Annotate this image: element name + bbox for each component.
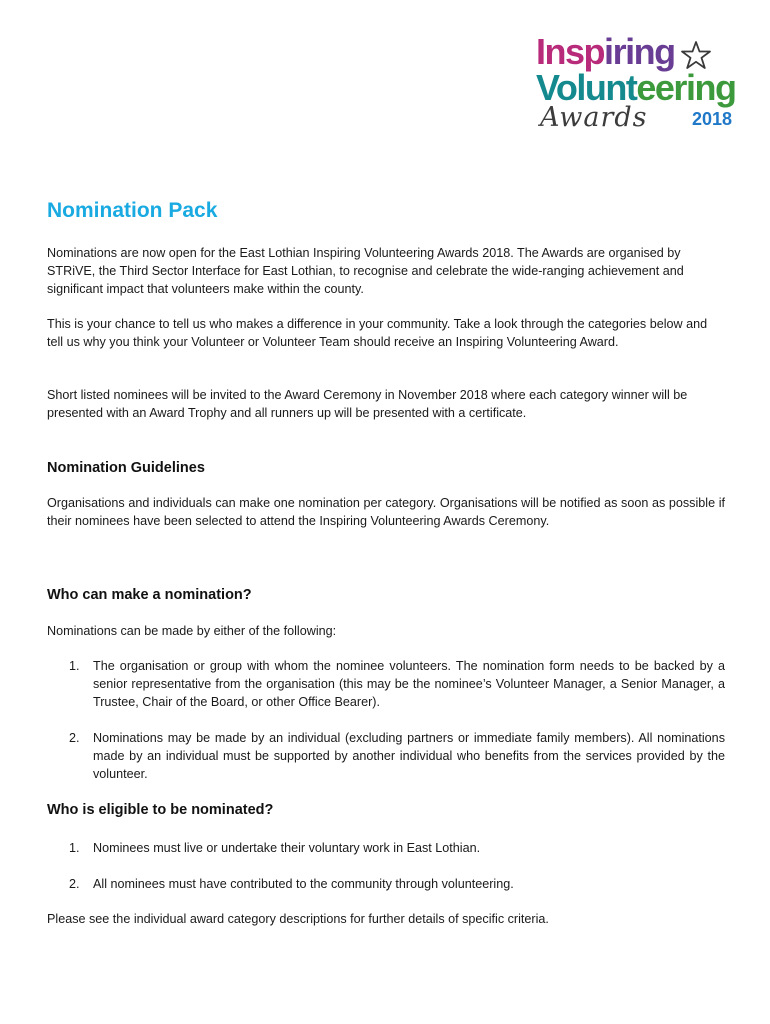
who-can-list — [47, 657, 725, 783]
intro-paragraph-3: Short listed nominees will be invited to the Award Ceremony in November 2018 where each category winner will be presented with an Award Trophy and all runners up will be presented with a certificate. — [47, 388, 688, 420]
list-item-text: All nominees must have contributed to the community through volunteering. — [93, 877, 514, 891]
logo-year: 2018 — [692, 109, 733, 129]
list-item-text: Nominees must live or undertake their voluntary work in East Lothian. — [93, 841, 481, 855]
guidelines-heading: Nomination Guidelines — [47, 460, 205, 476]
list-item-text: The organisation or group with whom the nominee volunteers. The nomination form needs to be backed by a senior representative from the organisation (this may be the nominee’s Volunteer Manager, a Senior Manager, a Trustee, Chair of the Board, or other Office Bearer). — [93, 659, 725, 709]
list-item-text: Nominations may be made by an individual (excluding partners or immediate family members). All nominations made by an individual must be supported by another individual who benefits from the services provided by the volunteer. — [93, 731, 725, 781]
who-can-intro: Nominations can be made by either of the following: — [47, 624, 337, 638]
list-item-number: 2. — [69, 877, 80, 891]
eligible-list — [47, 839, 725, 893]
eligible-footer: Please see the individual award category descriptions for further details of specific criteria. — [47, 912, 549, 926]
list-item — [47, 657, 725, 711]
eligible-heading: Who is eligible to be nominated? — [47, 802, 274, 818]
list-item-number: 1. — [69, 659, 80, 673]
logo-line-volunteering: Volunteering — [536, 67, 736, 108]
awards-logo — [536, 26, 741, 136]
intro-paragraph-1: Nominations are now open for the East Lothian Inspiring Volunteering Awards 2018. The Awards are organised by STRiVE, the Third Sector Interface for East Lothian, to recognise and celebrate the wide-ranging achievement and significant impact that volunteers make within the county. — [47, 246, 684, 296]
list-item — [47, 875, 725, 893]
list-item — [47, 729, 725, 783]
star-outline-icon — [680, 40, 712, 70]
guidelines-paragraph: Organisations and individuals can make one nomination per category. Organisations will be notified as soon as possible if their nominees have been selected to attend the Inspiring Volunteering Awards Ceremony. — [47, 496, 725, 528]
logo-line-inspiring: Inspiring — [536, 31, 675, 72]
intro-paragraph-2: This is your chance to tell us who makes a difference in your community. Take a look through the categories below and tell us why you think your Volunteer or Volunteer Team should receive an Inspiring Volunteering Award. — [47, 317, 708, 349]
list-item-number: 1. — [69, 841, 80, 855]
list-item — [47, 839, 725, 857]
list-item-number: 2. — [69, 731, 80, 745]
who-can-heading: Who can make a nomination? — [47, 587, 252, 603]
logo-awards-script: Awards — [540, 102, 648, 133]
page-title: Nomination Pack — [47, 199, 218, 222]
